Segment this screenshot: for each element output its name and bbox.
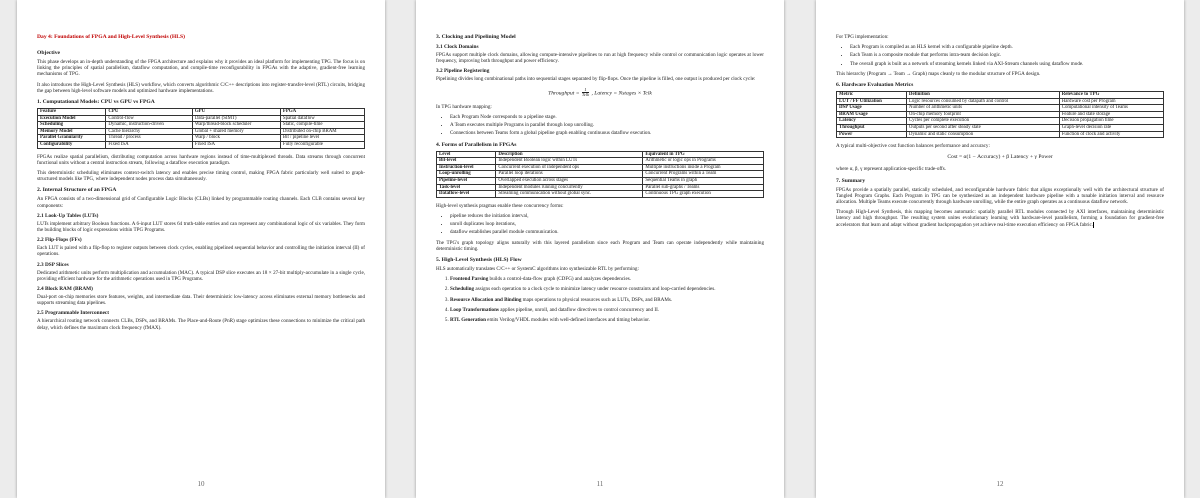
table-row [837,111,1164,118]
table-row [437,158,764,165]
page-number: 11 [596,480,604,488]
list-item: • Connections between Teams form a global pipeline graph enabling continuous dataflow execution. [450,130,764,136]
lut-paragraph: LUTs implement arbitrary Boolean functions. A 6-input LUT stores 64 truth-table entries and can represent any combinational logic of six variables. They form the building blocks of logic expressions within TPG Programs. [37,220,365,233]
mapping-intro: In TPG hardware mapping: [436,103,492,110]
table-cell: Multiple instructions inside a Program [643,164,764,171]
table-cell: Dataflow-level [437,191,496,198]
day-title: Day 4: Foundations of FPGA and High-Level Synthesis (HLS) [37,34,185,40]
table-row [437,184,764,191]
list-item [450,276,764,282]
table-cell: Independent Boolean logic within LUTs [496,158,643,165]
table-header: Metric [837,92,907,99]
table-header-row [437,151,764,158]
objective-paragraph-1: This phase develops an in-depth understanding of the FPGA architecture and explains why it provides an ideal platform for implementing TPG. The focus is on linking the principles of spatial parallelism, dataflow computation, and compile-time reconfigurability in FPGAs with the adaptive, gradient-free learning mechanisms of TPG. [37,59,365,78]
table-cell: Data-parallel (SIMT) [192,115,280,122]
table-cell: Parallel Granularity [38,135,106,142]
page-number: 12 [996,480,1004,488]
objective-paragraph-2: It also introduces the High-Level Synthesis (HLS) workflow, which converts algorithmic C/C++ descriptions into register-transfer-level (RTL) circuits, bridging the gap between high-level software models and optimized hardware implementations. [37,81,365,94]
table-row [837,131,1164,138]
table-cell: Dynamic, instruction-driven [106,122,192,129]
table-cell: BRAM Usage [837,111,907,118]
summary-paragraph-1: FPGAs provide a spatially parallel, statically scheduled, and reconfigurable hardware fabric that aligns exceptionally well with the architectural structure of Tangled Program Graphs. Each Program in TPG can be synthesized as an independent hardware pipeline with a tunable initiation interval and resource allocation. Multiple Teams execute concurrently through hardware unrolling, while the entire graph operates as a continuous dataflow network. [836,186,1164,205]
table-cell: Number of arithmetic units [906,105,1059,112]
list-item: • Each Program Node corresponds to a pipeline stage. [450,114,764,120]
document-page-10 [17,0,385,498]
section-5-heading: 5. High-Level Synthesis (HLS) Flow [436,256,522,263]
implementation-intro: For TPG implementation: [836,34,889,40]
table-cell: Execution Model [38,115,106,122]
dsp-paragraph: Dedicated arithmetic units perform multiplication and accumulation (MAC). A typical DSP slice executes an 18 × 27-bit multiply-accumulate in a single cycle, providing efficient hardware for the arithmetic operations used in TPG Programs. [37,269,365,282]
table-cell: Graph-level decision rate [1059,124,1163,131]
table-header: Feature [38,109,106,116]
formula-denominator: Tclk [581,92,590,98]
mapping-list [450,114,764,137]
table-header: Relevance to TPG [1059,92,1163,99]
table-cell: Loop-unrolling [437,171,496,178]
formula-lhs: Throughput = [548,89,580,96]
table-cell: Computational intensity of Teams [1059,105,1163,112]
parallelism-table [436,151,764,198]
section-1-heading: 1. Computational Models: CPU vs GPU vs FPGA [37,99,155,106]
step-text: assigns each operation to a clock cycle to minimize latency under resource constraints and loop-carried dependencies. [474,286,716,293]
section-4-closing: The TPG's graph topology aligns naturally with this layered parallelism since each Program and Team can operate independently while maintaining deterministic timing. [436,239,764,252]
step-text: builds a control-data-flow graph (CDFG) and analyzes dependencies. [488,276,631,283]
table-cell: Outputs per second after steady state [906,124,1059,131]
table-row [38,122,365,129]
metrics-table [836,91,1164,138]
objective-heading: Objective [37,50,60,56]
table-header: Equivalent in TPG [643,151,764,158]
section-2-heading: 2. Internal Structure of an FPGA [37,187,117,194]
bram-heading: 2.4 Block RAM (BRAM) [37,286,93,293]
table-cell: Warp/thread-block scheduler [192,122,280,129]
section-2-intro: An FPGA consists of a two-dimensional grid of Configurable Logic Blocks (CLBs) linked by programmable routing channels. Each CLB contains several key components: [37,196,365,209]
section-5-intro: HLS automatically translates C/C++ or SystemC algorithms into synthesizable RTL by performing: [436,265,639,272]
summary-paragraph-2[interactable] [836,209,1164,228]
page-number: 10 [197,480,205,488]
table-cell: Spatial dataflow [280,115,364,122]
table-cell: Function of clock and activity [1059,131,1163,138]
table-header: Definition [906,92,1059,99]
table-header: GPU [192,109,280,116]
table-cell: Fully reconfigurable [280,141,364,148]
step-term: Scheduling [450,286,475,293]
table-cell: Independent modules running concurrently [496,184,643,191]
formula-fraction [582,88,589,98]
table-cell: Instruction-level [437,164,496,171]
interconnect-heading: 2.5 Programmable Interconnect [37,310,110,317]
table-header: Level [437,151,496,158]
table-cell: Thread / process [106,135,192,142]
table-cell: Feature and state storage [1059,111,1163,118]
formula-numerator: 1 [582,88,589,94]
table-cell: LUT / FF Utilization [837,98,907,105]
list-item: • pipeline reduces the initiation interval, [450,213,764,219]
table-header: CPU [106,109,192,116]
ff-paragraph: Each LUT is paired with a flip-flop to register outputs between clock cycles, enabling pipelined sequential behavior and controlling the initiation interval (II) of operations. [37,245,365,258]
section-4-heading: 4. Forms of Parallelism in FPGAs [436,141,517,148]
implementation-list [850,44,1164,67]
document-page-12 [816,0,1184,498]
table-row [837,98,1164,105]
document-page-11 [416,0,784,498]
cost-intro: A typical multi-objective cost function balances performance and accuracy: [836,143,990,150]
table-row [38,141,365,148]
bram-paragraph: Dual-port on-chip memories store features, weights, and intermediate data. Their deterministic low-latency access eliminates external memory bottlenecks and supports streaming data pipelines. [37,294,365,307]
table-cell: Bit / pipeline level [280,135,364,142]
table-row [837,124,1164,131]
table-row [437,177,764,184]
table-cell: Streaming communication without global sync. [496,191,643,198]
table-cell: Configurability [38,141,106,148]
pragma-intro: High-level synthesis pragmas enable these concurrency forms: [436,202,564,209]
table-cell: Bit-level [437,158,496,165]
section-1-paragraph-2: This deterministic scheduling eliminates context-switch latency and enables precise timing control, making FPGA fabric particularly well suited to graph-structured models like TPG, where independent nodes process data simultaneously. [37,169,365,183]
table-cell: DSP Usage [837,105,907,112]
table-cell: Pipeline-level [437,177,496,184]
pipeline-registering-paragraph: Pipelining divides long combinational paths into sequential stages separated by flip-flops. Once the pipeline is filled, one output is produced per clock cycle: [436,76,756,83]
table-cell: Static, compile-time [280,122,364,129]
table-cell: Fixed ISA [106,141,192,148]
step-term: Frontend Parsing [450,276,489,283]
table-cell: On-chip memory footprint [906,111,1059,118]
table-cell: Concurrent execution of independent ops [496,164,643,171]
hls-steps-list [450,276,764,323]
clock-domains-paragraph: FPGAs support multiple clock domains, allowing compute-intensive pipelines to run at high frequency while control or communication logic operates at lower frequency, improving both throughput and power efficiency. [436,52,764,65]
cost-formula: Cost = α(1 − Accuracy) + β Latency + γ Power [947,154,1053,161]
table-row [38,115,365,122]
table-cell: Decision propagation time [1059,118,1163,125]
interconnect-paragraph: A hierarchical routing network connects CLBs, DSPs, and BRAMs. The Place-and-Route (PnR) stage optimizes these connections to minimize the critical path delay, which defines the maximum clock frequency (fMAX). [37,318,365,331]
table-cell: Overlapped execution across stages [496,177,643,184]
table-cell: Memory Model [38,128,106,135]
list-item: • dataflow establishes parallel module communication. [450,229,764,235]
throughput-formula [436,88,764,98]
summary-text: Through High-Level Synthesis, this mapping becomes automatic: spatially parallel RTL modules connected by AXI interfaces, maintaining deterministic latency and high throughput. The resulting system unites evolutionary learning with hardware-level parallelism, forming a foundation for gradient-free accelerators that learn and adapt without gradient backpropagation yet achieve real-time execution efficiency on FPGA fabric. [836,209,1164,228]
pragma-list [450,213,764,236]
table-row [437,164,764,171]
text-cursor [1093,222,1094,228]
table-cell: Latency [837,118,907,125]
step-term: Loop Transformations [450,306,499,313]
step-text: emits Verilog/VHDL modules with well-defined interfaces and timing behavior. [485,317,650,323]
table-cell: Cycles per complete execution [906,118,1059,125]
list-item: • A Team executes multiple Programs in parallel through loop unrolling. [450,122,764,128]
table-row [837,105,1164,112]
list-item: • The overall graph is built as a network of streaming kernels linked via AXI-Stream channels using dataflow mode. [850,61,1164,67]
table-cell: Task-level [437,184,496,191]
list-item [450,317,764,323]
section-1-paragraph-1: FPGAs realize spatial parallelism, distributing computation across hardware regions instead of time-multiplexed threads. Data streams through concurrent functional units without a central instruction stream, following a dataflow execution paradigm. [37,153,365,166]
table-cell: Warp / block [192,135,280,142]
hierarchy-paragraph: This hierarchy (Program → Team → Graph) maps cleanly to the modular structure of FPGA design. [836,70,1041,77]
table-cell: Power [837,131,907,138]
table-cell: Scheduling [38,122,106,129]
table-cell: Throughput [837,124,907,131]
table-cell: Distributed on-chip BRAM [280,128,364,135]
ff-heading: 2.2 Flip-Flops (FFs) [37,237,82,244]
table-cell: Fixed ISA [192,141,280,148]
table-cell: Global + shared memory [192,128,280,135]
list-item [450,286,764,292]
table-cell: Control-flow [106,115,192,122]
table-row [437,171,764,178]
section-3-heading: 3. Clocking and Pipelining Model [436,34,516,40]
list-item: • unroll duplicates loop iterations, [450,221,764,227]
clock-domains-heading: 3.1 Clock Domains [436,44,479,50]
table-header-row [837,92,1164,99]
pipeline-registering-heading: 3.2 Pipeline Registering [436,68,490,75]
cost-note: where α, β, γ represent application-specific trade-offs. [836,166,946,173]
dsp-heading: 2.3 DSP Slices [37,261,69,268]
table-cell: Cache hierarchy [106,128,192,135]
table-header-row [38,109,365,116]
formula-rhs: , Latency = Nstages × Tclk [591,89,652,96]
table-row [38,135,365,142]
table-cell: Arithmetic or logic ops in Programs [643,158,764,165]
table-header: FPGA [280,109,364,116]
section-7-heading: 7. Summary [836,177,866,184]
table-cell: Dynamic and static consumption [906,131,1059,138]
table-row [837,118,1164,125]
table-cell: Concurrent Programs within a Team [643,171,764,178]
table-row [437,191,764,198]
list-item [450,297,764,303]
table-cell: Sequential Teams in graph [643,177,764,184]
step-text: maps operations to physical resources such as LUTs, DSPs, and BRAMs. [521,296,673,303]
cpu-gpu-fpga-table [37,108,365,149]
section-6-heading: 6. Hardware Evaluation Metrics [836,82,914,89]
list-item [450,307,764,313]
step-term: Resource Allocation and Binding [450,296,522,303]
table-cell: Logic resources consumed by datapath and control [906,98,1059,105]
step-text: applies pipeline, unroll, and dataflow directives to control concurrency and II. [498,306,660,313]
table-cell: Continuous TPG graph execution [643,191,764,198]
step-term: RTL Generation [450,317,486,323]
list-item: • Each Team is a composite module that performs intra-team decision logic. [850,52,1164,58]
list-item: • Each Program is compiled as an HLS kernel with a configurable pipeline depth. [850,44,1164,50]
lut-heading: 2.1 Look-Up Tables (LUTs) [37,212,99,219]
table-cell: Parallel loop iterations [496,171,643,178]
table-header: Description [496,151,643,158]
table-cell: Parallel sub-graphs / Teams [643,184,764,191]
table-cell: Hardware cost per Program [1059,98,1163,105]
table-row [38,128,365,135]
